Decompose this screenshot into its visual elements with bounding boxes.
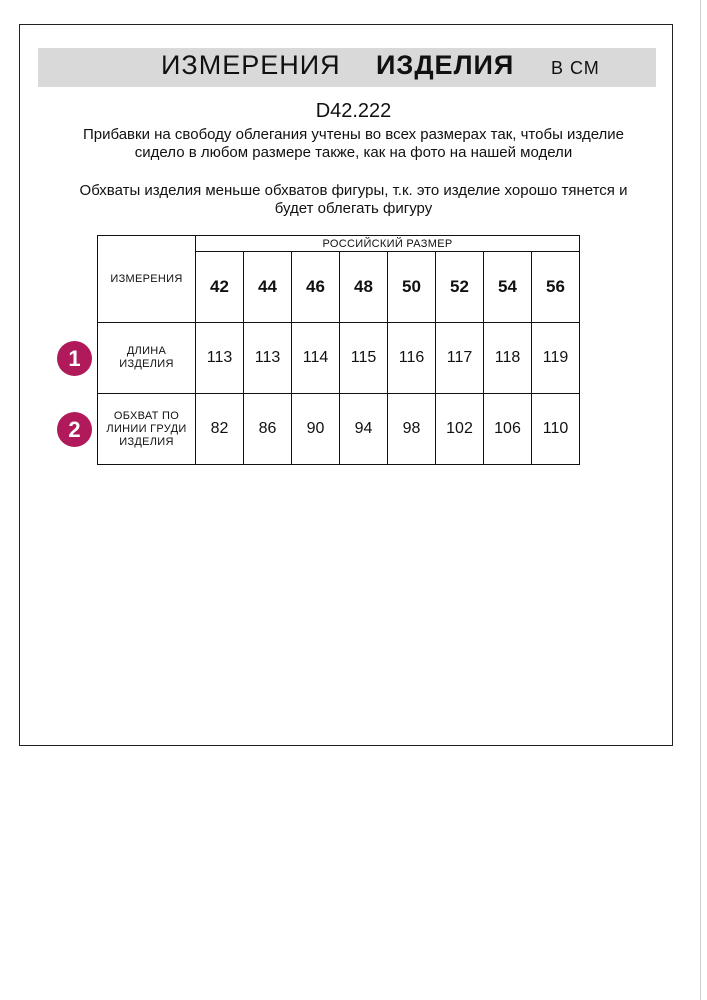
table-cell: 113: [196, 323, 244, 394]
table-cell: 86: [244, 394, 292, 465]
table-cell: 114: [292, 323, 340, 394]
size-table: [97, 235, 580, 465]
table-cell: 110: [532, 394, 580, 465]
row-label-length: [98, 323, 196, 394]
page-edge-line: [700, 0, 701, 1000]
size-header: 42: [196, 252, 244, 323]
table-cell: 117: [436, 323, 484, 394]
size-header: 50: [388, 252, 436, 323]
size-header: 48: [340, 252, 388, 323]
fit-note: Прибавки на свободу облегания учтены во всех размерах так, чтобы изделие сидело в любом размере также, как на фото на нашей модели: [82, 126, 625, 161]
header-title-word1: ИЗМЕРЕНИЯ: [161, 50, 341, 80]
product-code: D42.222: [315, 100, 392, 122]
size-header: 56: [532, 252, 580, 323]
corner-label: ИЗМЕРЕНИЯ: [98, 236, 196, 323]
row-label-line: ДЛИНА: [126, 345, 167, 357]
table-row-chest: [98, 394, 580, 465]
measurement-badge-2: 2: [57, 412, 92, 447]
table-cell: 113: [244, 323, 292, 394]
table-cell: 106: [484, 394, 532, 465]
measurement-badge-1: 1: [57, 341, 92, 376]
size-header: 46: [292, 252, 340, 323]
table-cell: 82: [196, 394, 244, 465]
table-cell: 119: [532, 323, 580, 394]
size-header: 52: [436, 252, 484, 323]
table-cell: 118: [484, 323, 532, 394]
stretch-note: Обхваты изделия меньше обхватов фигуры, т.к. это изделие хорошо тянется и будет облегать фигуру: [79, 182, 628, 217]
table-cell: 102: [436, 394, 484, 465]
table-row-length: [98, 323, 580, 394]
table-cell: 90: [292, 394, 340, 465]
table-cell: 98: [388, 394, 436, 465]
row-label-line: ЛИНИИ ГРУДИ: [106, 422, 187, 435]
row-label-line: ИЗДЕЛИЯ: [119, 358, 174, 370]
size-header: 44: [244, 252, 292, 323]
size-header: 54: [484, 252, 532, 323]
table-cell: 115: [340, 323, 388, 394]
table-cell: 116: [388, 323, 436, 394]
header-unit: В СМ: [551, 58, 600, 78]
row-label-chest: [98, 394, 196, 465]
header-bar: [38, 48, 656, 87]
table-cell: 94: [340, 394, 388, 465]
header-title-word2: ИЗДЕЛИЯ: [376, 50, 515, 80]
row-label-line: ИЗДЕЛИЯ: [119, 435, 174, 448]
row-label-line: ОБХВАТ ПО: [113, 409, 180, 422]
size-group-label: РОССИЙСКИЙ РАЗМЕР: [196, 236, 580, 252]
